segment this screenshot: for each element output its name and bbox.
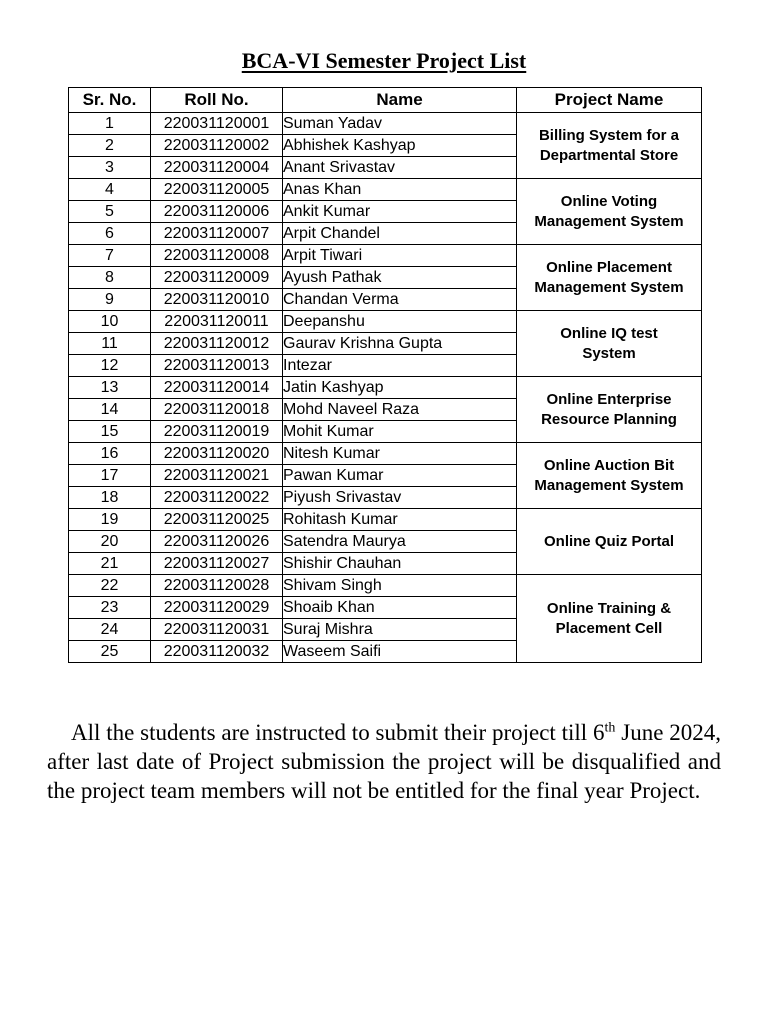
project-name-cell <box>517 443 702 509</box>
roll-no-cell: 220031120001 <box>151 113 283 135</box>
project-name-line: System <box>582 344 636 362</box>
project-name-line: Online Voting <box>560 192 658 210</box>
sr-no-cell: 5 <box>69 201 151 223</box>
project-name-line: Departmental Store <box>539 146 679 164</box>
header-project-name: Project Name <box>517 88 702 113</box>
notice-superscript: th <box>604 720 616 736</box>
sr-no-cell: 25 <box>69 641 151 663</box>
sr-no-cell: 3 <box>69 157 151 179</box>
header-roll-no: Roll No. <box>151 88 283 113</box>
student-name-cell: Waseem Saifi <box>283 641 517 663</box>
project-name-cell <box>517 575 702 663</box>
project-name-line: Online Enterprise <box>546 390 672 408</box>
roll-no-cell: 220031120027 <box>151 553 283 575</box>
table-row <box>69 575 702 597</box>
student-name-cell: Arpit Tiwari <box>283 245 517 267</box>
sr-no-cell: 18 <box>69 487 151 509</box>
roll-no-cell: 220031120026 <box>151 531 283 553</box>
sr-no-cell: 1 <box>69 113 151 135</box>
project-name-line: Online Quiz Portal <box>543 532 674 550</box>
sr-no-cell: 19 <box>69 509 151 531</box>
sr-no-cell: 15 <box>69 421 151 443</box>
roll-no-cell: 220031120031 <box>151 619 283 641</box>
project-name-cell <box>517 113 702 179</box>
student-name-cell: Gaurav Krishna Gupta <box>283 333 517 355</box>
project-name-line: Online Placement <box>546 258 672 276</box>
table-row <box>69 443 702 465</box>
student-name-cell: Mohit Kumar <box>283 421 517 443</box>
student-name-cell: Intezar <box>283 355 517 377</box>
project-name-cell <box>517 179 702 245</box>
table-row <box>69 377 702 399</box>
student-name-cell: Deepanshu <box>283 311 517 333</box>
roll-no-cell: 220031120021 <box>151 465 283 487</box>
submission-notice <box>47 718 721 805</box>
project-name-line: Management System <box>534 278 684 296</box>
roll-no-cell: 220031120022 <box>151 487 283 509</box>
sr-no-cell: 11 <box>69 333 151 355</box>
notice-text-start: All the students are instructed to submit their project till 6 <box>71 720 605 745</box>
table-row <box>69 311 702 333</box>
sr-no-cell: 10 <box>69 311 151 333</box>
page-title: BCA-VI Semester Project List <box>241 48 527 73</box>
table-row <box>69 113 702 135</box>
student-name-cell: Anas Khan <box>283 179 517 201</box>
student-name-cell: Nitesh Kumar <box>283 443 517 465</box>
project-name-cell <box>517 245 702 311</box>
roll-no-cell: 220031120004 <box>151 157 283 179</box>
roll-no-cell: 220031120028 <box>151 575 283 597</box>
project-name-cell <box>517 509 702 575</box>
project-name-line: Management System <box>534 476 684 494</box>
student-name-cell: Suman Yadav <box>283 113 517 135</box>
project-name-line: Placement Cell <box>555 619 663 637</box>
sr-no-cell: 6 <box>69 223 151 245</box>
student-name-cell: Piyush Srivastav <box>283 487 517 509</box>
student-name-cell: Shoaib Khan <box>283 597 517 619</box>
project-name-line: Online Auction Bit <box>543 456 675 474</box>
student-name-cell: Satendra Maurya <box>283 531 517 553</box>
sr-no-cell: 8 <box>69 267 151 289</box>
roll-no-cell: 220031120007 <box>151 223 283 245</box>
student-name-cell: Chandan Verma <box>283 289 517 311</box>
project-list-table <box>68 87 702 663</box>
table-row <box>69 179 702 201</box>
sr-no-cell: 21 <box>69 553 151 575</box>
roll-no-cell: 220031120018 <box>151 399 283 421</box>
project-name-line: Online Training & <box>546 599 672 617</box>
project-name-cell <box>517 377 702 443</box>
header-name: Name <box>283 88 517 113</box>
sr-no-cell: 14 <box>69 399 151 421</box>
sr-no-cell: 2 <box>69 135 151 157</box>
roll-no-cell: 220031120010 <box>151 289 283 311</box>
notice-text-end: June 2024, after last date of Project submission the project will be disqualified and the project team members will not be entitled for the final year Project. <box>47 720 721 803</box>
sr-no-cell: 7 <box>69 245 151 267</box>
table-body <box>69 113 702 663</box>
sr-no-cell: 4 <box>69 179 151 201</box>
project-name-cell <box>517 311 702 377</box>
roll-no-cell: 220031120020 <box>151 443 283 465</box>
project-name-line: Management System <box>534 212 684 230</box>
sr-no-cell: 16 <box>69 443 151 465</box>
roll-no-cell: 220031120019 <box>151 421 283 443</box>
roll-no-cell: 220031120014 <box>151 377 283 399</box>
project-name-line: Billing System for a <box>538 126 680 144</box>
roll-no-cell: 220031120032 <box>151 641 283 663</box>
student-name-cell: Mohd Naveel Raza <box>283 399 517 421</box>
sr-no-cell: 23 <box>69 597 151 619</box>
roll-no-cell: 220031120029 <box>151 597 283 619</box>
roll-no-cell: 220031120002 <box>151 135 283 157</box>
sr-no-cell: 17 <box>69 465 151 487</box>
student-name-cell: Ayush Pathak <box>283 267 517 289</box>
sr-no-cell: 13 <box>69 377 151 399</box>
student-name-cell: Suraj Mishra <box>283 619 517 641</box>
roll-no-cell: 220031120006 <box>151 201 283 223</box>
sr-no-cell: 24 <box>69 619 151 641</box>
student-name-cell: Jatin Kashyap <box>283 377 517 399</box>
roll-no-cell: 220031120013 <box>151 355 283 377</box>
sr-no-cell: 22 <box>69 575 151 597</box>
student-name-cell: Shivam Singh <box>283 575 517 597</box>
student-name-cell: Ankit Kumar <box>283 201 517 223</box>
sr-no-cell: 12 <box>69 355 151 377</box>
student-name-cell: Anant Srivastav <box>283 157 517 179</box>
roll-no-cell: 220031120012 <box>151 333 283 355</box>
header-sr-no: Sr. No. <box>69 88 151 113</box>
sr-no-cell: 20 <box>69 531 151 553</box>
table-row <box>69 245 702 267</box>
roll-no-cell: 220031120008 <box>151 245 283 267</box>
table-row <box>69 509 702 531</box>
roll-no-cell: 220031120005 <box>151 179 283 201</box>
roll-no-cell: 220031120025 <box>151 509 283 531</box>
student-name-cell: Arpit Chandel <box>283 223 517 245</box>
student-name-cell: Shishir Chauhan <box>283 553 517 575</box>
student-name-cell: Pawan Kumar <box>283 465 517 487</box>
project-name-line: Resource Planning <box>541 410 677 428</box>
roll-no-cell: 220031120009 <box>151 267 283 289</box>
student-name-cell: Rohitash Kumar <box>283 509 517 531</box>
sr-no-cell: 9 <box>69 289 151 311</box>
table-header-row <box>69 88 702 113</box>
project-name-line: Online IQ test <box>560 324 658 342</box>
student-name-cell: Abhishek Kashyap <box>283 135 517 157</box>
roll-no-cell: 220031120011 <box>151 311 283 333</box>
